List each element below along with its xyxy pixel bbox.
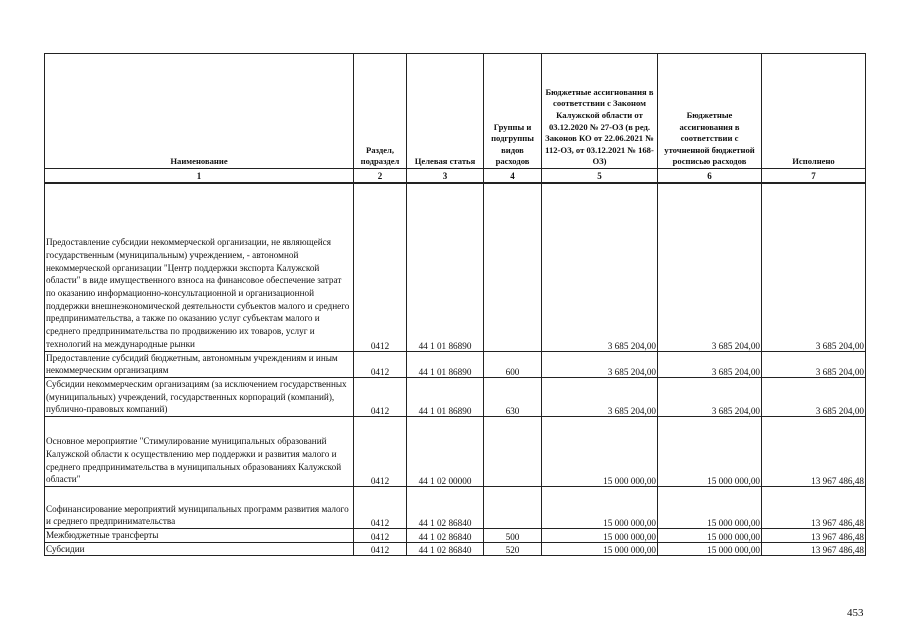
row-name: Субсидии некоммерческим организациям (за исключением государственных (муниципальных) учреждений, государственных корпораций (компаний), публично-правовых компаний): [45, 377, 354, 416]
row-section: 0412: [354, 377, 407, 416]
row-target: 44 1 02 86840: [407, 542, 484, 556]
row-target: 44 1 02 86840: [407, 528, 484, 542]
row-executed-amount: 13 967 486,48: [762, 542, 866, 556]
header-revised-allocations: Бюджетные ассигнования в соответствии с уточненной бюджетной росписью расходов: [658, 54, 762, 169]
row-group: 630: [484, 377, 542, 416]
header-name: Наименование: [45, 54, 354, 169]
row-law-amount: 3 685 204,00: [542, 351, 658, 377]
row-law-amount: 15 000 000,00: [542, 486, 658, 528]
row-name: Предоставление субсидии некоммерческой организации, не являющейся государственным (муниципальным) учреждением, - автономной некоммерческой организации "Центр поддержки экспорта Калужской области" в виде имущественного взноса на финансовое обеспечение затрат по оказанию информационно-консультационной и организационной поддержки внешнеэкономической деятельности субъектов малого и среднего предпринимательства, а также по оказанию услуг субъектам малого и среднего предпринимательства по продвижению их товаров, услуг и технологий на международные рынки: [45, 183, 354, 351]
row-executed-amount: 13 967 486,48: [762, 528, 866, 542]
row-group: 500: [484, 528, 542, 542]
row-group: [484, 486, 542, 528]
header-row: [45, 54, 866, 169]
row-target: 44 1 01 86890: [407, 377, 484, 416]
row-section: 0412: [354, 183, 407, 351]
row-revised-amount: 15 000 000,00: [658, 542, 762, 556]
row-name: Межбюджетные трансферты: [45, 528, 354, 542]
row-group: [484, 183, 542, 351]
table-row: [45, 377, 866, 416]
page-number: 453: [847, 607, 864, 619]
row-name: Софинансирование мероприятий муниципальных программ развития малого и среднего предпринимательства: [45, 486, 354, 528]
row-revised-amount: 3 685 204,00: [658, 351, 762, 377]
column-number: 2: [354, 169, 407, 184]
row-executed-amount: 13 967 486,48: [762, 486, 866, 528]
row-target: 44 1 01 86890: [407, 183, 484, 351]
row-law-amount: 15 000 000,00: [542, 542, 658, 556]
row-revised-amount: 15 000 000,00: [658, 528, 762, 542]
row-name: Основное мероприятие "Стимулирование муниципальных образований Калужской области к осуществлению мер поддержки и развития малого и среднего предпринимательства в муниципальных образованиях Калужской области": [45, 416, 354, 486]
column-number: 6: [658, 169, 762, 184]
table-row: [45, 542, 866, 556]
row-section: 0412: [354, 486, 407, 528]
header-section: Раздел, подраздел: [354, 54, 407, 169]
row-executed-amount: 13 967 486,48: [762, 416, 866, 486]
row-law-amount: 3 685 204,00: [542, 377, 658, 416]
column-number: 1: [45, 169, 354, 184]
budget-table: [44, 53, 866, 556]
row-section: 0412: [354, 416, 407, 486]
row-executed-amount: 3 685 204,00: [762, 183, 866, 351]
column-number: 3: [407, 169, 484, 184]
row-section: 0412: [354, 528, 407, 542]
header-target: Целевая статья: [407, 54, 484, 169]
table-row: [45, 486, 866, 528]
row-law-amount: 15 000 000,00: [542, 528, 658, 542]
row-target: 44 1 01 86890: [407, 351, 484, 377]
header-law-allocations: Бюджетные ассигнования в соответствии с Законом Калужской области от 03.12.2020 № 27-ОЗ (в ред. Законов КО от 22.06.2021 № 112-ОЗ, от 03.12.2021 № 168-ОЗ): [542, 54, 658, 169]
row-group: 520: [484, 542, 542, 556]
row-target: 44 1 02 00000: [407, 416, 484, 486]
row-executed-amount: 3 685 204,00: [762, 351, 866, 377]
column-number: 5: [542, 169, 658, 184]
row-group: [484, 416, 542, 486]
table-row: [45, 183, 866, 351]
table-row: [45, 351, 866, 377]
column-number-row: [45, 169, 866, 184]
row-revised-amount: 15 000 000,00: [658, 416, 762, 486]
row-section: 0412: [354, 351, 407, 377]
row-name: Субсидии: [45, 542, 354, 556]
row-group: 600: [484, 351, 542, 377]
header-groups: Группы и подгруппы видов расходов: [484, 54, 542, 169]
row-revised-amount: 3 685 204,00: [658, 377, 762, 416]
row-revised-amount: 3 685 204,00: [658, 183, 762, 351]
row-name: Предоставление субсидий бюджетным, автономным учреждениям и иным некоммерческим организациям: [45, 351, 354, 377]
row-law-amount: 15 000 000,00: [542, 416, 658, 486]
row-revised-amount: 15 000 000,00: [658, 486, 762, 528]
table-row: [45, 416, 866, 486]
column-number: 7: [762, 169, 866, 184]
row-law-amount: 3 685 204,00: [542, 183, 658, 351]
row-executed-amount: 3 685 204,00: [762, 377, 866, 416]
table-row: [45, 528, 866, 542]
column-number: 4: [484, 169, 542, 184]
row-target: 44 1 02 86840: [407, 486, 484, 528]
row-section: 0412: [354, 542, 407, 556]
header-executed: Исполнено: [762, 54, 866, 169]
